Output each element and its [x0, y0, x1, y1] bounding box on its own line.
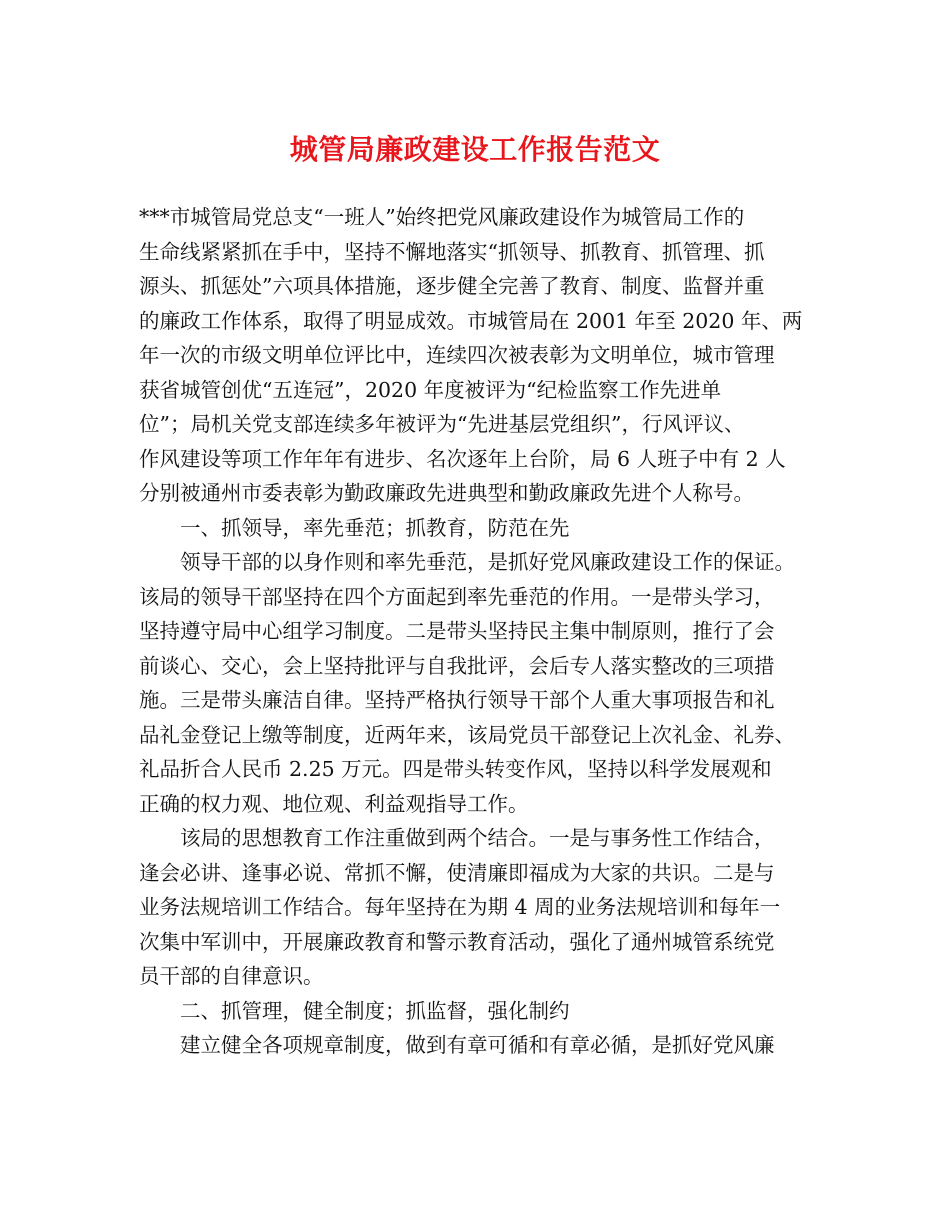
body-line: 礼品折合人民币 2.25 万元。四是带头转变作风，坚持以科学发展观和 [139, 757, 772, 781]
body-line: 分别被通州市委表彰为勤政廉政先进典型和勤政廉政先进个人称号。 [139, 481, 754, 505]
body-line: 施。三是带头廉洁自律。坚持严格执行领导干部个人重大事项报告和礼 [139, 688, 775, 712]
body-line: 年一次的市级文明单位评比中，连续四次被表彰为文明单位，城市管理 [139, 343, 775, 367]
body-line: 一、抓领导，率先垂范；抓教育，防范在先 [180, 515, 570, 540]
body-line: 建立健全各项规章制度，做到有章可循和有章必循，是抓好党风廉 [180, 1033, 775, 1057]
body-line: 源头、抓惩处”六项具体措施，逐步健全完善了教育、制度、监督并重 [139, 274, 765, 298]
body-line: 品礼金登记上缴等制度，近两年来，该局党员干部登记上次礼金、礼券、 [139, 722, 795, 747]
body-line: 该局的思想教育工作注重做到两个结合。一是与事务性工作结合， [180, 826, 775, 850]
body-line: 该局的领导干部坚持在四个方面起到率先垂范的作用。一是带头学习， [139, 584, 775, 609]
body-line: 获省城管创优“五连冠”，2020 年度被评为“纪检监察工作先进单 [139, 377, 722, 402]
body-line: 位”；局机关党支部连续多年被评为“先进基层党组织”，行风评议、 [139, 412, 745, 436]
document-title: 城管局廉政建设工作报告范文 [289, 133, 661, 166]
body-line: 前谈心、交心，会上坚持批评与自我批评，会后专人落实整改的三项措 [139, 653, 775, 678]
body-line: 员干部的自律意识。 [139, 964, 324, 988]
body-line: 业务法规培训工作结合。每年坚持在为期 4 周的业务法规培训和每年一 [139, 895, 781, 919]
body-line: 的廉政工作体系，取得了明显成效。市城管局在 2001 年至 2020 年、两 [139, 308, 803, 333]
body-line: 领导干部的以身作则和率先垂范，是抓好党风廉政建设工作的保证。 [180, 550, 795, 574]
body-line: 二、抓管理，健全制度；抓监督，强化制约 [180, 998, 570, 1023]
body-line: ***市城管局党总支“一班人”始终把党风廉政建设作为城管局工作的 [139, 205, 745, 229]
body-line: 逢会必讲、逢事必说、常抓不懈，使清廉即福成为大家的共识。二是与 [139, 860, 775, 885]
document-body [139, 200, 839, 1063]
body-line: 作风建设等项工作年年有进步、名次逐年上台阶，局 6 人班子中有 2 人 [139, 446, 786, 471]
body-line: 生命线紧紧抓在手中，坚持不懈地落实“抓领导、抓教育、抓管理、抓 [139, 239, 765, 264]
body-line: 正确的权力观、地位观、利益观指导工作。 [139, 791, 529, 816]
body-line: 次集中军训中，开展廉政教育和警示教育活动，强化了通州城管系统党 [139, 929, 775, 954]
body-line: 坚持遵守局中心组学习制度。二是带头坚持民主集中制原则，推行了会 [139, 619, 775, 643]
